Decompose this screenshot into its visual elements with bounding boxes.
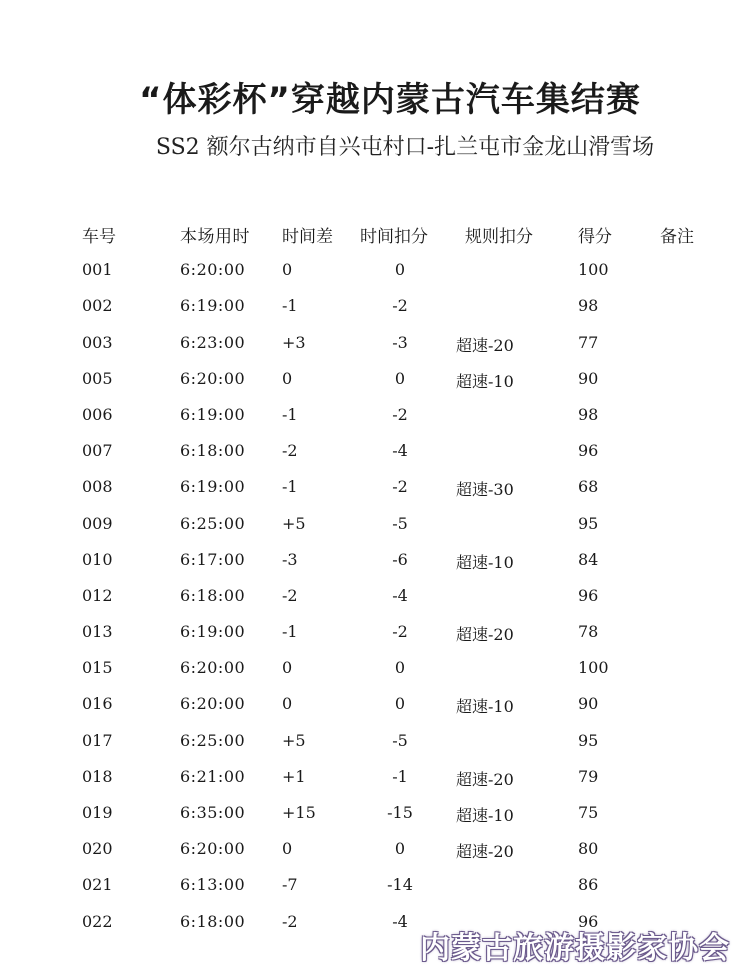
- score: 96: [578, 441, 599, 461]
- car-no: 019: [82, 803, 113, 822]
- stage-time: 6:17:00: [180, 549, 246, 569]
- table-row: [0, 473, 750, 509]
- rule-deduct: 超速-30: [456, 480, 514, 500]
- car-no: 016: [82, 694, 113, 714]
- stage-time: 6:20:00: [180, 839, 246, 859]
- stage-time: 6:21:00: [180, 766, 246, 786]
- time-deduct: -5: [392, 513, 408, 533]
- stage-time: 6:20:00: [180, 658, 246, 678]
- table-row: [0, 763, 750, 799]
- rule-deduct: 超速-20: [456, 842, 514, 862]
- car-no: 020: [82, 839, 113, 859]
- stage-time: 6:23:00: [180, 332, 246, 352]
- score: 96: [578, 585, 599, 605]
- table-header-row: [0, 220, 750, 256]
- table-row: [0, 256, 750, 292]
- score: 96: [578, 911, 599, 931]
- time-deduct: 0: [394, 368, 406, 388]
- table-row: [0, 654, 750, 690]
- car-no: 021: [82, 875, 113, 895]
- car-no: 022: [82, 911, 113, 931]
- time-deduct: -2: [392, 404, 408, 424]
- page-title: “体彩杯”穿越内蒙古汽车集结赛: [139, 80, 641, 120]
- stage-time: 6:25:00: [180, 730, 246, 750]
- header-rule-deduct: 规则扣分: [465, 227, 533, 247]
- time-deduct: -14: [387, 875, 413, 895]
- header-score: 得分: [578, 227, 612, 247]
- rule-deduct: 超速-10: [456, 552, 514, 572]
- car-no: 010: [82, 549, 113, 569]
- car-no: 017: [82, 730, 113, 750]
- car-no: 005: [82, 368, 113, 388]
- stage-time: 6:25:00: [180, 513, 246, 533]
- time-deduct: -1: [392, 766, 408, 786]
- time-deduct: 0: [394, 658, 406, 678]
- score: 84: [578, 549, 599, 569]
- time-diff: +5: [282, 513, 306, 533]
- rule-deduct: 超速-20: [456, 769, 514, 789]
- time-diff: -2: [282, 441, 298, 461]
- header-car-no: 车号: [82, 227, 116, 247]
- time-diff: 0: [282, 839, 293, 859]
- car-no: 012: [82, 585, 113, 605]
- time-deduct: -3: [392, 332, 408, 352]
- score: 90: [578, 694, 599, 714]
- stage-time: 6:19:00: [180, 296, 246, 316]
- score: 79: [578, 766, 599, 786]
- time-deduct: -4: [392, 585, 408, 605]
- car-no: 008: [82, 477, 113, 497]
- score: 86: [578, 875, 599, 895]
- score: 95: [578, 730, 599, 750]
- time-diff: -3: [282, 549, 298, 569]
- table-row: [0, 835, 750, 871]
- car-no: 009: [82, 513, 113, 533]
- time-deduct: -6: [392, 549, 408, 569]
- rule-deduct: 超速-20: [456, 335, 514, 355]
- rule-deduct: 超速-10: [456, 806, 514, 825]
- table-row: [0, 727, 750, 763]
- time-deduct: 0: [394, 694, 406, 714]
- score: 98: [578, 404, 599, 424]
- stage-time: 6:18:00: [180, 585, 246, 605]
- time-diff: -7: [282, 875, 298, 895]
- time-deduct: -2: [392, 477, 408, 497]
- table-row: [0, 582, 750, 618]
- score: 98: [578, 296, 599, 316]
- header-note: 备注: [660, 227, 694, 247]
- car-no: 003: [82, 332, 113, 352]
- rule-deduct: 超速-10: [456, 371, 514, 391]
- table-row: [0, 329, 750, 365]
- table-row: [0, 401, 750, 437]
- car-no: 002: [82, 296, 113, 316]
- stage-time: 6:20:00: [180, 694, 246, 714]
- car-no: 015: [82, 658, 113, 678]
- score: 90: [578, 368, 599, 388]
- table-row: [0, 690, 750, 726]
- time-diff: 0: [282, 694, 293, 714]
- results-table: [0, 220, 750, 944]
- time-diff: -2: [282, 911, 298, 931]
- stage-time: 6:19:00: [180, 404, 246, 424]
- time-diff: -1: [282, 477, 298, 497]
- score: 100: [578, 658, 609, 678]
- rule-deduct: 超速-20: [456, 625, 514, 645]
- table-row: [0, 437, 750, 473]
- score: 80: [578, 839, 599, 859]
- time-diff: -1: [282, 296, 298, 316]
- stage-time: 6:19:00: [180, 622, 246, 642]
- watermark: 内蒙古旅游摄影家协会: [420, 931, 730, 966]
- stage-time: 6:18:00: [180, 911, 246, 931]
- stage-subtitle: SS2 额尔古纳市自兴屯村口-扎兰屯市金龙山滑雪场: [155, 135, 655, 160]
- header-stage-time: 本场用时: [180, 227, 250, 247]
- time-deduct: -5: [392, 730, 408, 750]
- car-no: 013: [82, 622, 113, 642]
- car-no: 006: [82, 404, 113, 424]
- score: 77: [578, 332, 599, 352]
- time-diff: -1: [282, 404, 298, 424]
- time-diff: 0: [282, 658, 293, 678]
- car-no: 018: [82, 766, 113, 786]
- table-row: [0, 799, 750, 835]
- stage-time: 6:35:00: [180, 803, 246, 822]
- time-diff: +5: [282, 730, 306, 750]
- car-no: 007: [82, 441, 113, 461]
- score: 78: [578, 622, 599, 642]
- time-deduct: 0: [394, 839, 406, 859]
- time-diff: +3: [282, 332, 306, 352]
- rule-deduct: 超速-10: [456, 697, 514, 717]
- stage-time: 6:13:00: [180, 875, 246, 895]
- time-deduct: -4: [392, 911, 408, 931]
- time-deduct: -2: [392, 296, 408, 316]
- header-time-diff: 时间差: [282, 227, 333, 247]
- time-deduct: -15: [387, 803, 413, 822]
- time-diff: +15: [282, 803, 316, 822]
- stage-time: 6:20:00: [180, 368, 246, 388]
- stage-time: 6:20:00: [180, 260, 246, 280]
- stage-time: 6:18:00: [180, 441, 246, 461]
- score: 68: [578, 477, 599, 497]
- table-row: [0, 292, 750, 328]
- stage-time: 6:19:00: [180, 477, 246, 497]
- time-diff: -2: [282, 585, 298, 605]
- time-diff: 0: [282, 260, 293, 280]
- score: 100: [578, 260, 609, 280]
- score: 75: [578, 803, 599, 822]
- time-diff: -1: [282, 622, 298, 642]
- car-no: 001: [82, 260, 113, 280]
- time-diff: 0: [282, 368, 293, 388]
- table-row: [0, 618, 750, 654]
- table-row: [0, 510, 750, 546]
- time-deduct: 0: [394, 260, 406, 280]
- header-time-deduct: 时间扣分: [360, 227, 428, 247]
- table-row: [0, 871, 750, 907]
- time-deduct: -2: [392, 622, 408, 642]
- time-diff: +1: [282, 766, 306, 786]
- table-row: [0, 365, 750, 401]
- score: 95: [578, 513, 599, 533]
- table-row: [0, 546, 750, 582]
- time-deduct: -4: [392, 441, 408, 461]
